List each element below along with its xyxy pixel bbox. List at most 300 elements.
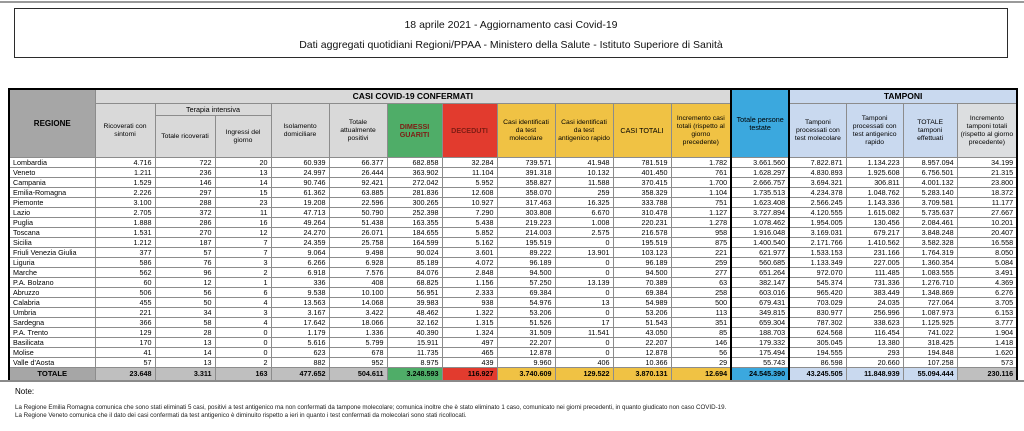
value-cell: 11.104 (442, 168, 497, 178)
region-cell: TOTALE (9, 368, 95, 381)
value-cell: 333.788 (613, 198, 671, 208)
value-cell: 184.655 (387, 228, 442, 238)
value-cell: 293 (846, 348, 903, 358)
value-cell: 56 (671, 348, 731, 358)
region-cell: Sicilia (9, 238, 95, 248)
value-cell: 19.208 (271, 198, 329, 208)
value-cell: 0 (555, 338, 613, 348)
value-cell: 51.526 (497, 318, 555, 328)
value-cell: 318.425 (903, 338, 957, 348)
value-cell: 31.509 (497, 328, 555, 338)
header-band-tamponi: TAMPONI (789, 89, 1017, 104)
value-cell: 12.878 (497, 348, 555, 358)
value-cell: 50 (155, 298, 215, 308)
value-cell: 12.878 (613, 348, 671, 358)
value-cell: 3.705 (957, 298, 1017, 308)
region-cell: Abruzzo (9, 288, 95, 298)
value-cell: 306.811 (846, 178, 903, 188)
value-cell: 116.927 (442, 368, 497, 381)
table-row (9, 248, 1017, 258)
value-cell: 221 (671, 248, 731, 258)
value-cell: 562 (95, 268, 155, 278)
region-cell: P.A. Trento (9, 328, 95, 338)
value-cell: 3.870.131 (613, 368, 671, 381)
value-cell: 20 (215, 158, 271, 168)
value-cell: 54.989 (613, 298, 671, 308)
value-cell: 195.519 (497, 238, 555, 248)
value-cell: 370.415 (613, 178, 671, 188)
value-cell: 10.201 (957, 218, 1017, 228)
region-cell: Friuli Venezia Giulia (9, 248, 95, 258)
value-cell: 3.311 (155, 368, 215, 381)
value-cell: 303.808 (497, 208, 555, 218)
value-cell: 3 (215, 258, 271, 268)
header-terapia-intensiva: Terapia intensiva (155, 104, 271, 116)
value-cell: 24.997 (271, 168, 329, 178)
value-cell: 25.758 (329, 238, 387, 248)
value-cell: 20.660 (846, 358, 903, 368)
value-cell: 1.133.349 (789, 258, 846, 268)
value-cell: 317.463 (497, 198, 555, 208)
value-cell: 11.541 (555, 328, 613, 338)
value-cell: 43.050 (613, 328, 671, 338)
value-cell: 13.139 (555, 278, 613, 288)
value-cell: 5.616 (271, 338, 329, 348)
value-cell: 96.189 (497, 258, 555, 268)
value-cell: 651.264 (731, 268, 789, 278)
value-cell: 938 (442, 298, 497, 308)
value-cell: 1.143.336 (846, 198, 903, 208)
value-cell: 68.825 (387, 278, 442, 288)
value-cell: 545.374 (789, 278, 846, 288)
value-cell: 875 (671, 238, 731, 248)
value-cell: 0 (215, 328, 271, 338)
value-cell: 659.304 (731, 318, 789, 328)
value-cell: 406 (555, 358, 613, 368)
value-cell: 270 (155, 228, 215, 238)
value-cell: 560.685 (731, 258, 789, 268)
value-cell: 4.234.378 (789, 188, 846, 198)
value-cell: 26.071 (329, 228, 387, 238)
header-ricoverati-con-sintomi: Ricoverati con sintomi (95, 104, 155, 158)
value-cell: 107.258 (903, 358, 957, 368)
value-cell: 256.996 (846, 308, 903, 318)
value-cell: 10.132 (555, 168, 613, 178)
header-incremento-tamponi: Incremento tamponi totali (rispetto al giorno precedente) (957, 104, 1017, 158)
region-cell: Basilicata (9, 338, 95, 348)
value-cell: 22.207 (497, 338, 555, 348)
value-cell: 0 (215, 348, 271, 358)
header-totale-persone-testate: Totale persone testate (731, 89, 789, 158)
value-cell: 3.169.031 (789, 228, 846, 238)
header-deceduti: DECEDUTI (442, 104, 497, 158)
value-cell: 787.302 (789, 318, 846, 328)
value-cell: 236 (155, 168, 215, 178)
value-cell: 1.212 (95, 238, 155, 248)
header-tamponi-antigenico: Tamponi processati con test antigenico rapido (846, 104, 903, 158)
value-cell: 6.266 (271, 258, 329, 268)
value-cell: 23 (215, 198, 271, 208)
value-cell: 14 (215, 178, 271, 188)
value-cell: 16.325 (555, 198, 613, 208)
value-cell: 0 (555, 268, 613, 278)
value-cell: 17.642 (271, 318, 329, 328)
value-cell: 3.100 (95, 198, 155, 208)
value-cell: 1.087.973 (903, 308, 957, 318)
value-cell: 3.582.328 (903, 238, 957, 248)
value-cell: 830.977 (789, 308, 846, 318)
value-cell: 351 (671, 318, 731, 328)
value-cell: 1.134.223 (846, 158, 903, 168)
value-cell: 621.977 (731, 248, 789, 258)
value-cell: 21.315 (957, 168, 1017, 178)
value-cell: 3.694.321 (789, 178, 846, 188)
value-cell: 372 (155, 208, 215, 218)
value-cell: 220.231 (613, 218, 671, 228)
value-cell: 10.927 (442, 198, 497, 208)
value-cell: 10.366 (613, 358, 671, 368)
value-cell: 50.790 (329, 208, 387, 218)
value-cell: 11 (215, 208, 271, 218)
value-cell: 1.211 (95, 168, 155, 178)
value-cell: 1.360.354 (903, 258, 957, 268)
value-cell: 9.064 (271, 248, 329, 258)
value-cell: 28 (155, 328, 215, 338)
value-cell: 219.223 (497, 218, 555, 228)
value-cell: 8.957.094 (903, 158, 957, 168)
value-cell: 32.162 (387, 318, 442, 328)
bottom-divider-line (0, 380, 1024, 382)
value-cell: 69.384 (613, 288, 671, 298)
value-cell: 55.743 (731, 358, 789, 368)
value-cell: 57.250 (497, 278, 555, 288)
value-cell: 506 (95, 288, 155, 298)
value-cell: 603.016 (731, 288, 789, 298)
value-cell: 3.248.593 (387, 368, 442, 381)
value-cell: 297 (155, 188, 215, 198)
value-cell: 26.444 (329, 168, 387, 178)
header-totale-tamponi: TOTALE tamponi effettuati (903, 104, 957, 158)
value-cell: 23.800 (957, 178, 1017, 188)
value-cell: 5.438 (442, 218, 497, 228)
value-cell: 259 (555, 188, 613, 198)
value-cell: 1.179 (271, 328, 329, 338)
value-cell: 14.068 (329, 298, 387, 308)
value-cell: 358.070 (497, 188, 555, 198)
value-cell: 739.571 (497, 158, 555, 168)
value-cell: 90.746 (271, 178, 329, 188)
value-cell: 41 (95, 348, 155, 358)
value-cell: 15 (215, 188, 271, 198)
region-cell: Campania (9, 178, 95, 188)
value-cell: 10.100 (329, 288, 387, 298)
table-row (9, 298, 1017, 308)
report-subtitle: Dati aggregati quotidiani Regioni/PPAA - Ministero della Salute - Istituto Superiore di Sanità (299, 39, 723, 51)
value-cell: 958 (671, 228, 731, 238)
value-cell: 358.329 (613, 188, 671, 198)
value-cell: 6.918 (271, 268, 329, 278)
value-cell: 1.410.562 (846, 238, 903, 248)
value-cell: 573 (957, 358, 1017, 368)
value-cell: 7.822.871 (789, 158, 846, 168)
value-cell: 5.952 (442, 178, 497, 188)
header-band-casi-confermati: CASI COVID-19 CONFERMATI (95, 89, 731, 104)
value-cell: 20.407 (957, 228, 1017, 238)
value-cell: 679.217 (846, 228, 903, 238)
value-cell: 188.703 (731, 328, 789, 338)
value-cell: 4.072 (442, 258, 497, 268)
header-casi-test-molecolare: Casi identificati da test molecolare (497, 104, 555, 158)
value-cell: 24.545.390 (731, 368, 789, 381)
value-cell: 13.380 (846, 338, 903, 348)
value-cell: 2.666.757 (731, 178, 789, 188)
value-cell: 1.400.540 (731, 238, 789, 248)
notes-section (15, 387, 1015, 419)
value-cell: 195.519 (613, 238, 671, 248)
value-cell: 2.084.461 (903, 218, 957, 228)
value-cell: 23.648 (95, 368, 155, 381)
value-cell: 94.500 (497, 268, 555, 278)
value-cell: 18.372 (957, 188, 1017, 198)
value-cell: 6.153 (957, 308, 1017, 318)
value-cell: 12.694 (671, 368, 731, 381)
value-cell: 2 (215, 358, 271, 368)
table-row (9, 158, 1017, 168)
value-cell: 727.064 (903, 298, 957, 308)
table-row (9, 278, 1017, 288)
value-cell: 13 (155, 358, 215, 368)
value-cell: 6.670 (555, 208, 613, 218)
value-cell: 882 (271, 358, 329, 368)
value-cell: 300.265 (387, 198, 442, 208)
value-cell: 96.189 (613, 258, 671, 268)
value-cell: 586 (95, 258, 155, 268)
table-row (9, 328, 1017, 338)
value-cell: 214.003 (497, 228, 555, 238)
value-cell: 11.848.939 (846, 368, 903, 381)
value-cell: 377 (95, 248, 155, 258)
value-cell: 2.848 (442, 268, 497, 278)
value-cell: 7.576 (329, 268, 387, 278)
value-cell: 11.588 (555, 178, 613, 188)
note-emilia-romagna: La Regione Emilia Romagna comunica che sono stati eliminati 5 casi, positivi a test antigenico ma non confermati da tampone molecolare; comunica inoltre che è stato eliminato 1 caso, comunicato nei giorni precedenti, in quanto giudicato non caso COVID-19. (15, 404, 727, 411)
value-cell: 29 (671, 358, 731, 368)
value-cell: 57 (95, 358, 155, 368)
value-cell: 497 (442, 338, 497, 348)
value-cell: 11.735 (387, 348, 442, 358)
value-cell: 504.611 (329, 368, 387, 381)
value-cell: 116.454 (846, 328, 903, 338)
value-cell: 6.928 (329, 258, 387, 268)
value-cell: 13 (215, 168, 271, 178)
value-cell: 1.925.608 (846, 168, 903, 178)
value-cell: 12 (215, 228, 271, 238)
value-cell: 24.270 (271, 228, 329, 238)
value-cell: 2.705 (95, 208, 155, 218)
value-cell: 2.171.766 (789, 238, 846, 248)
value-cell: 9.538 (271, 288, 329, 298)
value-cell: 179.332 (731, 338, 789, 348)
value-cell: 624.568 (789, 328, 846, 338)
value-cell: 1.276.710 (903, 278, 957, 288)
value-cell: 305.045 (789, 338, 846, 348)
value-cell: 12.608 (442, 188, 497, 198)
value-cell: 58 (155, 318, 215, 328)
value-cell: 0 (555, 308, 613, 318)
value-cell: 11.177 (957, 198, 1017, 208)
value-cell: 703.029 (789, 298, 846, 308)
value-cell: 17 (555, 318, 613, 328)
value-cell: 130.456 (846, 218, 903, 228)
value-cell: 16 (215, 218, 271, 228)
value-cell: 259 (671, 258, 731, 268)
title-box (14, 8, 1008, 58)
value-cell: 85.189 (387, 258, 442, 268)
value-cell: 2.226 (95, 188, 155, 198)
value-cell: 94.500 (613, 268, 671, 278)
value-cell: 401.450 (613, 168, 671, 178)
value-cell: 48.462 (387, 308, 442, 318)
region-cell: Lombardia (9, 158, 95, 168)
total-row (9, 368, 1017, 381)
value-cell: 1.888 (95, 218, 155, 228)
value-cell: 4.830.893 (789, 168, 846, 178)
value-cell: 281.836 (387, 188, 442, 198)
table-row (9, 308, 1017, 318)
value-cell: 439 (442, 358, 497, 368)
value-cell: 3.848.248 (903, 228, 957, 238)
value-cell: 465 (442, 348, 497, 358)
value-cell: 129.522 (555, 368, 613, 381)
value-cell: 751 (671, 198, 731, 208)
value-cell: 1.156 (442, 278, 497, 288)
value-cell: 53.206 (497, 308, 555, 318)
value-cell: 34 (155, 308, 215, 318)
value-cell: 8.975 (387, 358, 442, 368)
value-cell: 5.735.637 (903, 208, 957, 218)
value-cell: 63 (671, 278, 731, 288)
value-cell: 24.359 (271, 238, 329, 248)
value-cell: 34.199 (957, 158, 1017, 168)
value-cell: 3.777 (957, 318, 1017, 328)
value-cell: 53.206 (613, 308, 671, 318)
value-cell: 1.322 (442, 308, 497, 318)
value-cell: 366 (95, 318, 155, 328)
header-ingressi-del-giorno: Ingressi del giorno (215, 116, 271, 158)
value-cell: 85 (671, 328, 731, 338)
value-cell: 14 (155, 348, 215, 358)
header-totale-attualmente-positivi: Totale attualmente positivi (329, 104, 387, 158)
value-cell: 13.563 (271, 298, 329, 308)
value-cell: 781.519 (613, 158, 671, 168)
value-cell: 972.070 (789, 268, 846, 278)
value-cell: 2.333 (442, 288, 497, 298)
value-cell: 5.852 (442, 228, 497, 238)
value-cell: 455 (95, 298, 155, 308)
value-cell: 60 (95, 278, 155, 288)
value-cell: 13 (555, 298, 613, 308)
region-cell: Sardegna (9, 318, 95, 328)
region-cell: Lazio (9, 208, 95, 218)
report-date-title: 18 aprile 2021 - Aggiornamento casi Covid-19 (404, 19, 618, 31)
region-cell: Calabria (9, 298, 95, 308)
value-cell: 4 (215, 298, 271, 308)
value-cell: 761 (671, 168, 731, 178)
header-casi-totali: CASI TOTALI (613, 104, 671, 158)
table-row (9, 288, 1017, 298)
table-row (9, 338, 1017, 348)
value-cell: 3.601 (442, 248, 497, 258)
value-cell: 3.709.581 (903, 198, 957, 208)
value-cell: 3.661.560 (731, 158, 789, 168)
value-cell: 56 (155, 288, 215, 298)
table-row (9, 188, 1017, 198)
value-cell: 1.700 (671, 178, 731, 188)
value-cell: 1.620 (957, 348, 1017, 358)
header-regione: REGIONE (9, 89, 95, 158)
value-cell: 477.652 (271, 368, 329, 381)
value-cell: 258 (671, 288, 731, 298)
value-cell: 163.355 (387, 218, 442, 228)
value-cell: 1.623.408 (731, 198, 789, 208)
value-cell: 27.667 (957, 208, 1017, 218)
value-cell: 1.529 (95, 178, 155, 188)
value-cell: 96 (155, 268, 215, 278)
region-cell: Puglia (9, 218, 95, 228)
value-cell: 6.276 (957, 288, 1017, 298)
value-cell: 51.438 (329, 218, 387, 228)
value-cell: 336 (271, 278, 329, 288)
value-cell: 63.885 (329, 188, 387, 198)
header-incremento-casi: Incremento casi totali (rispetto al giorno precedente) (671, 104, 731, 158)
region-cell: Marche (9, 268, 95, 278)
value-cell: 7 (215, 238, 271, 248)
value-cell: 1.916.048 (731, 228, 789, 238)
value-cell: 22.596 (329, 198, 387, 208)
value-cell: 7 (215, 248, 271, 258)
value-cell: 3 (215, 308, 271, 318)
value-cell: 1.048.762 (846, 188, 903, 198)
value-cell: 0 (555, 348, 613, 358)
value-cell: 89.222 (497, 248, 555, 258)
value-cell: 13 (155, 338, 215, 348)
value-cell: 15.911 (387, 338, 442, 348)
value-cell: 1.336 (329, 328, 387, 338)
value-cell: 310.478 (613, 208, 671, 218)
table-row (9, 228, 1017, 238)
value-cell: 0 (215, 338, 271, 348)
value-cell: 84.076 (387, 268, 442, 278)
value-cell: 1.127 (671, 208, 731, 218)
value-cell: 86.598 (789, 358, 846, 368)
value-cell: 277 (671, 268, 731, 278)
value-cell: 4.716 (95, 158, 155, 168)
header-dimessi-guariti: DIMESSI GUARITI (387, 104, 442, 158)
value-cell: 22.207 (613, 338, 671, 348)
region-cell: Veneto (9, 168, 95, 178)
value-cell: 5.084 (957, 258, 1017, 268)
table-row (9, 198, 1017, 208)
table-row (9, 258, 1017, 268)
value-cell: 129 (95, 328, 155, 338)
value-cell: 6 (215, 288, 271, 298)
region-cell: Toscana (9, 228, 95, 238)
value-cell: 230.116 (957, 368, 1017, 381)
table-body (9, 158, 1017, 381)
value-cell: 965.420 (789, 288, 846, 298)
value-cell: 288 (155, 198, 215, 208)
value-cell: 1.904 (957, 328, 1017, 338)
